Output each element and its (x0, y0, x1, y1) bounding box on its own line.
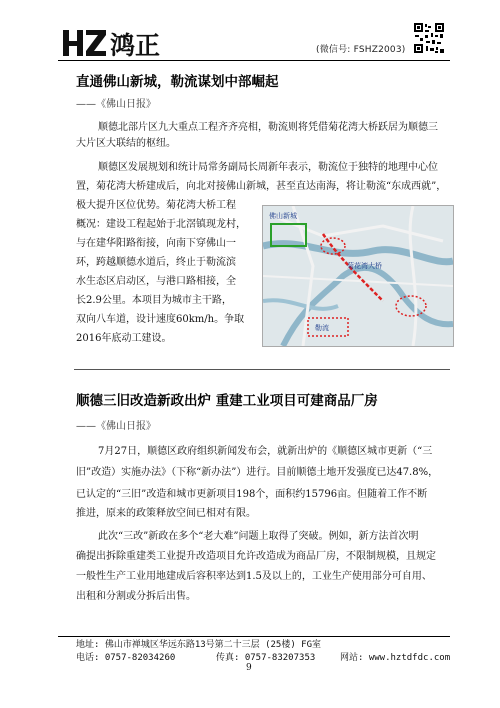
article-divider (74, 369, 450, 370)
article-1-line: 概况：建设工程起始于北滘镇现龙村， (76, 219, 246, 230)
footer-address: 地址: 佛山市禅城区华远东路13号第二十三层 (25楼) FG室 (76, 640, 322, 650)
map-label: 菊花湾大桥 (347, 262, 382, 270)
article-1-line: 大片区大联结的枢纽。 (76, 138, 176, 149)
article-2-line: 7月27日，顺德区政府组织新闻发布会，就新出炉的《顺德区城市更新（“三 (98, 446, 433, 457)
article-2-line: 一般性生产工业用地建成后容积率达到1.5及以上的，工业生产使用部分可自用、 (76, 571, 432, 582)
map-label: 勒流 (315, 324, 329, 332)
article-1-line: 顺德北部片区九大重点工程齐齐亮相，勒流则将凭借菊花湾大桥跃居为顺德三 (98, 122, 438, 133)
qr-code-icon (413, 22, 445, 54)
footer-fax: 传真: 0757-83207353 (216, 653, 316, 663)
wechat-id: (微信号: FSHZ2003) (316, 45, 406, 55)
bridge-location-map (262, 205, 454, 347)
article-2-source: ——《佛山日报》 (76, 421, 156, 432)
article-1-line: 置，菊花湾大桥建成后，向北对接佛山新城，甚至直达南海，将让勒流“东成西就”， (76, 181, 447, 192)
article-2-line: 推进，原来的政策释放空间已相对有限。 (76, 508, 256, 519)
article-1-line: 环，跨越顺德水道后，终止于勒流滨 (76, 257, 236, 268)
article-1-line: 水生态区启动区，与港口路相接，全 (76, 276, 236, 287)
footer-phone: 电话: 0757-82034260 (76, 653, 176, 663)
map-label: 佛山新城 (269, 212, 297, 220)
page-number: 9 (246, 663, 252, 673)
article-1-line: 2016年底动工建设。 (76, 333, 172, 344)
header-divider (58, 60, 450, 61)
article-1-source: ——《佛山日报》 (76, 99, 156, 110)
article-1-line: 极大提升区位优势。菊花湾大桥工程 (76, 200, 236, 211)
company-logo (62, 24, 177, 60)
article-2-line: 确提出拆除重建类工业提升改造项目允许改造成为商品厂房，不限制规模，且规定 (76, 551, 436, 562)
article-1-line: 双向八车道，设计速度60km/h。争取 (76, 314, 245, 325)
map-graphic (263, 206, 453, 346)
article-2-line: 出租和分割或分拆后出售。 (76, 591, 196, 602)
article-2-title: 顺德三旧改造新政出炉 重建工业项目可建商品厂房 (76, 393, 378, 409)
article-1-line: 顺德区发展规划和统计局常务副局长周新年表示，勒流位于独特的地理中心位 (98, 162, 438, 173)
article-2-line: 此次“三改”新政在多个“老大难”问题上取得了突破。例如，新方法首次明 (98, 531, 419, 542)
footer-website: 网站: www.hztdfdc.com (340, 653, 451, 663)
svg-text:鸿正: 鸿正 (110, 31, 161, 60)
article-1-title: 直通佛山新城，勒流谋划中部崛起 (76, 74, 279, 90)
article-2-line: 旧”改造）实施办法》（下称“新办法”）进行。目前顺德土地开发强度已达47.8%， (76, 467, 439, 478)
article-1-line: 长2.9公里。本项目为城市主干路， (76, 295, 232, 306)
article-2-line: 已认定的“三旧”改造和城市更新项目198个，面积约15796亩。但随着工作不断 (76, 489, 428, 500)
article-1-line: 与在建华阳路衔接，向南下穿佛山一 (76, 238, 236, 249)
